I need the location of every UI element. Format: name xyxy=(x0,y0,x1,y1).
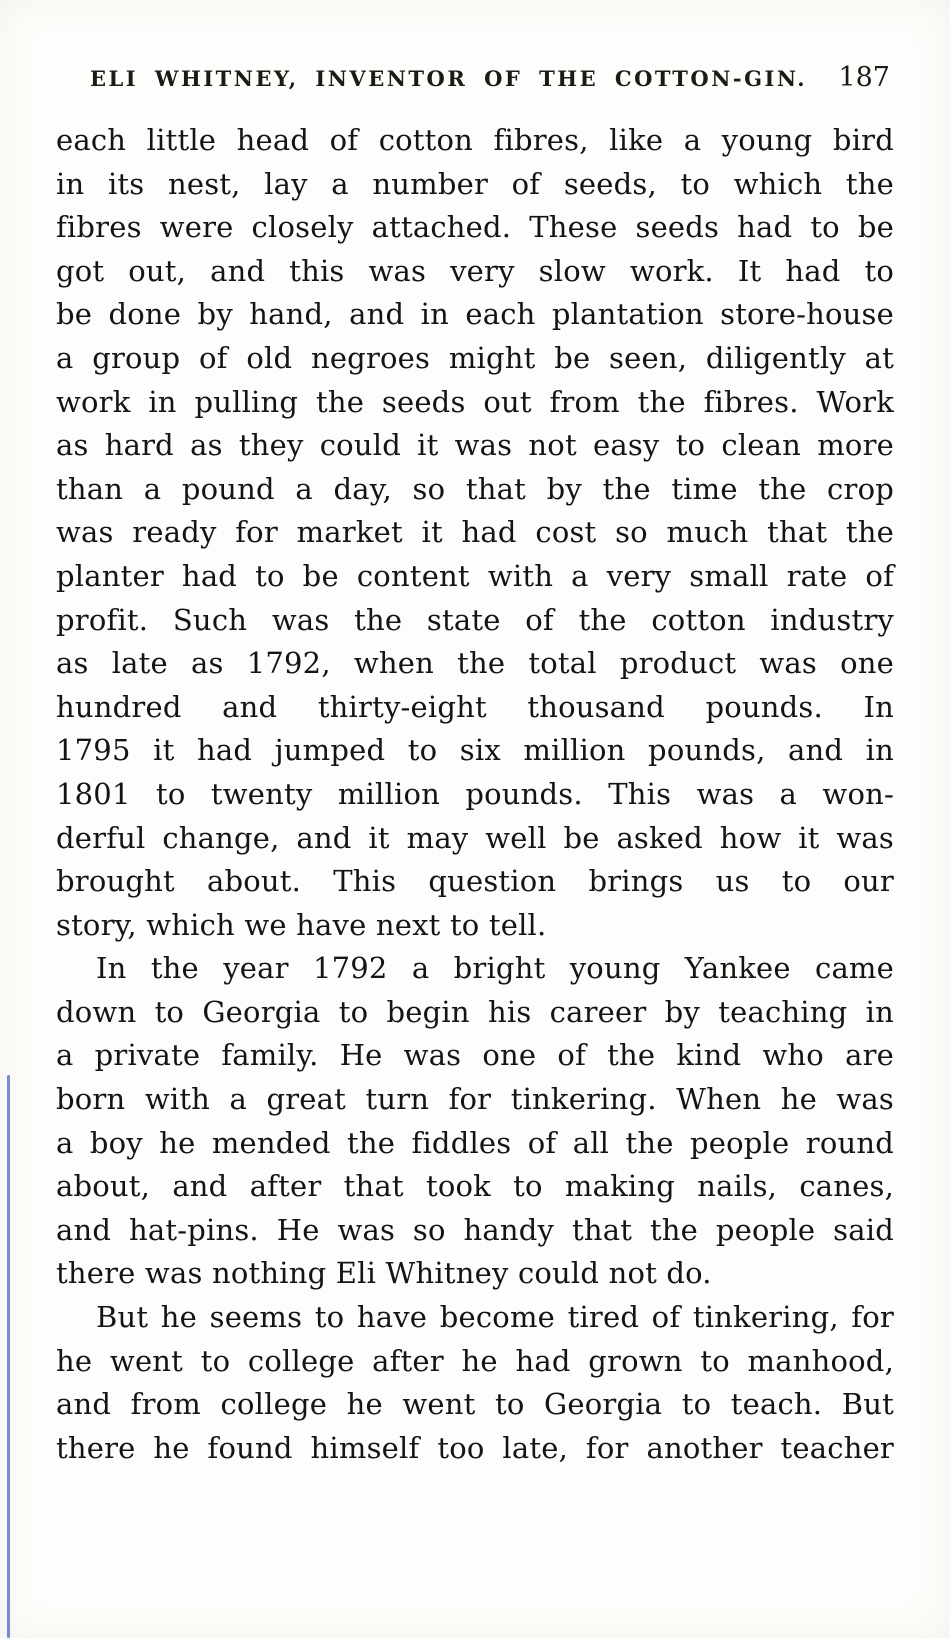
text-line: than a pound a day, so that by the time the crop xyxy=(56,471,894,506)
text-line: in its nest, lay a number of seeds, to which the xyxy=(56,166,894,201)
body-text xyxy=(56,119,894,1470)
text-line: work in pulling the seeds out from the fibres. Work xyxy=(56,384,894,419)
text-line: about, and after that took to making nails, canes, xyxy=(56,1169,894,1204)
text-line: got out, and this was very slow work. It had to xyxy=(56,253,894,288)
text-line: as hard as they could it was not easy to clean more xyxy=(56,428,894,463)
text-line: down to Georgia to begin his career by teaching in xyxy=(56,994,894,1029)
text-line: there he found himself too late, for another teacher xyxy=(56,1430,894,1465)
text-line: planter had to be content with a very small rate of xyxy=(56,558,894,593)
text-line: profit. Such was the state of the cotton industry xyxy=(56,602,894,637)
text-line: and hat-pins. He was so handy that the people said xyxy=(56,1212,894,1247)
text-line: born with a great turn for tinkering. When he was xyxy=(56,1082,894,1117)
text-line: In the year 1792 a bright young Yankee came xyxy=(96,951,894,986)
text-line: a boy he mended the fiddles of all the people round xyxy=(56,1125,894,1160)
text-line: derful change, and it may well be asked how it was xyxy=(56,820,894,855)
running-head: ELI WHITNEY, INVENTOR OF THE COTTON-GIN. xyxy=(90,66,808,91)
text-line: was ready for market it had cost so much that the xyxy=(56,515,894,550)
text-line: 1795 it had jumped to six million pounds, and in xyxy=(56,733,894,768)
scan-artifact-line xyxy=(7,1075,10,1638)
text-line: there was nothing Eli Whitney could not do. xyxy=(56,1256,712,1291)
text-line: hundred and thirty-eight thousand pounds. In xyxy=(56,689,894,724)
text-line: fibres were closely attached. These seeds had to be xyxy=(56,210,894,245)
page-header xyxy=(56,62,894,93)
page-number: 187 xyxy=(838,62,890,93)
text-line: each little head of cotton fibres, like a young bird xyxy=(56,123,894,157)
paragraph xyxy=(56,947,894,1296)
paragraph xyxy=(56,1296,894,1470)
text-line: he went to college after he had grown to manhood, xyxy=(56,1343,894,1378)
text-line: story, which we have next to tell. xyxy=(56,907,547,942)
paragraph xyxy=(56,119,894,947)
text-line: as late as 1792, when the total product was one xyxy=(56,646,894,681)
text-line: be done by hand, and in each plantation store-house xyxy=(56,297,894,332)
text-line: and from college he went to Georgia to teach. But xyxy=(56,1387,894,1422)
text-line: But he seems to have become tired of tinkering, for xyxy=(96,1300,894,1335)
text-line: 1801 to twenty million pounds. This was a won- xyxy=(56,776,894,811)
text-line: a private family. He was one of the kind who are xyxy=(56,1038,894,1073)
text-line: a group of old negroes might be seen, diligently at xyxy=(56,340,894,375)
text-line: brought about. This question brings us to our xyxy=(56,864,894,899)
